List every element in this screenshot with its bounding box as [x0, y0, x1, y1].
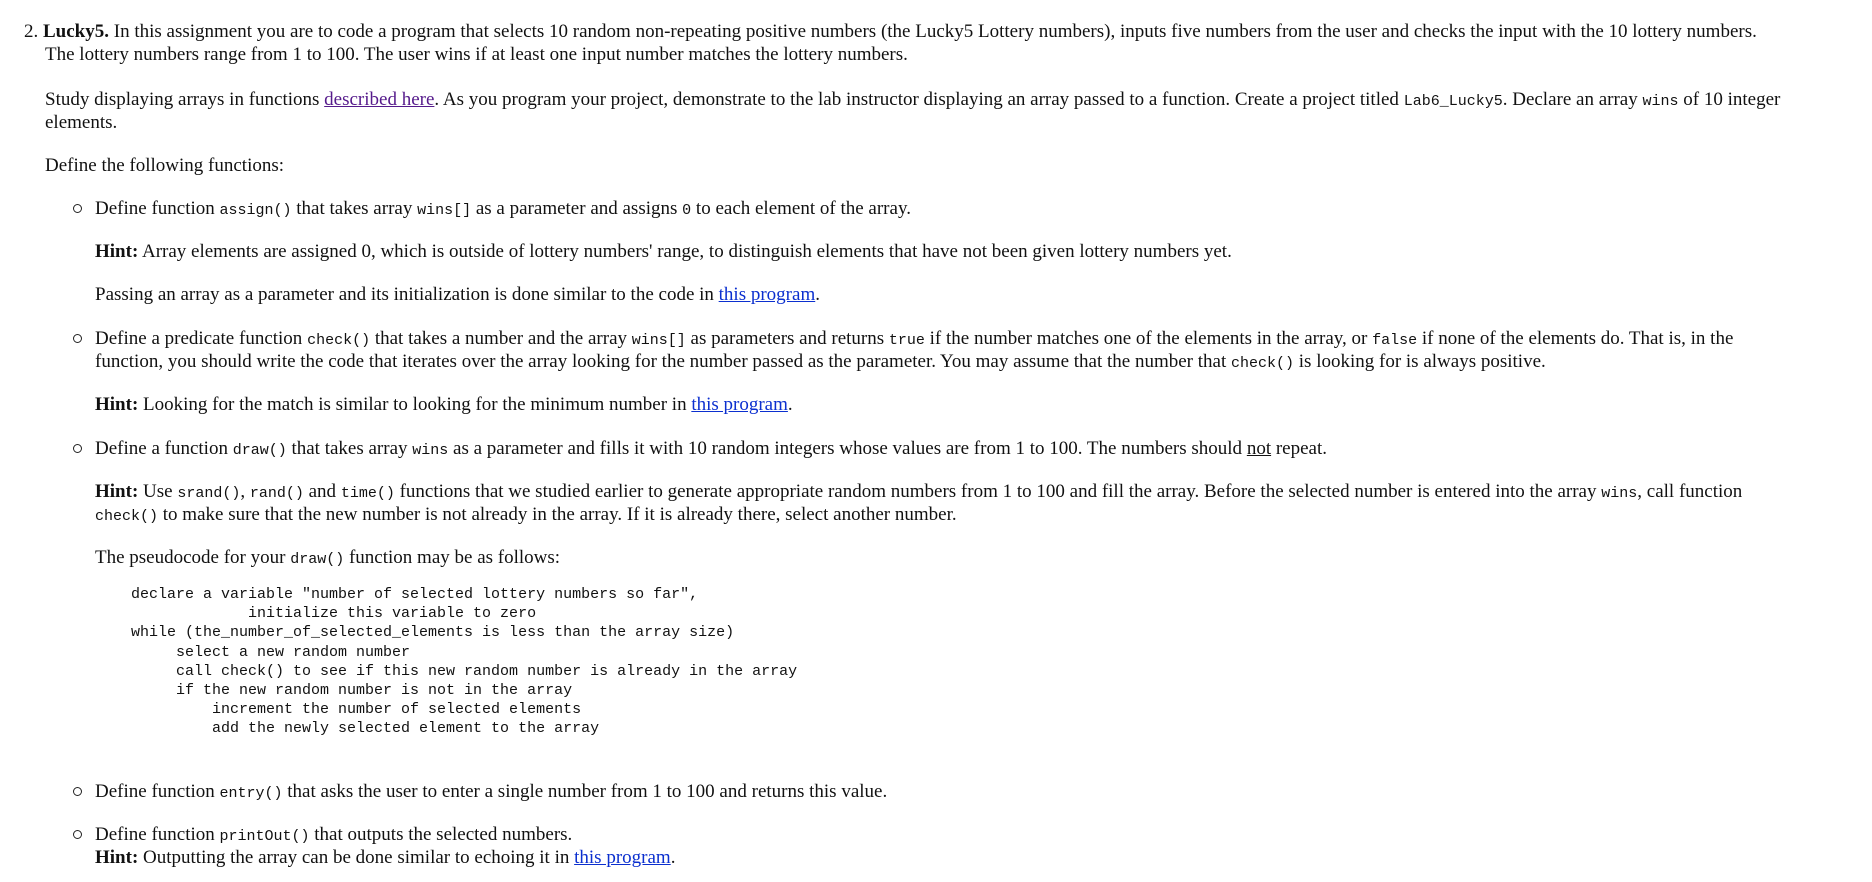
study-paragraph [45, 88, 1872, 113]
comma: , [240, 481, 250, 502]
study-text: Study displaying arrays in functions [45, 89, 325, 110]
pseudo-text-2: function may be as follows: [344, 547, 561, 568]
hint-label: Hint: [95, 241, 139, 262]
draw-hint [95, 480, 1742, 505]
assign-hint-text: Array elements are assigned 0, which is outside of lottery numbers' range, to distinguish elements that have not been given lottery numbers yet. [138, 241, 1232, 262]
described-here-link[interactable]: described here [324, 89, 435, 110]
time-fn: time() [340, 485, 395, 502]
bullet-icon [73, 204, 82, 213]
study-text-2: . As you program your project, demonstrate to the lab instructor displaying an array passed to a function. Create a project titled [434, 89, 1404, 110]
assign-text-4: to each element of the array. [691, 198, 911, 219]
draw-fn: draw() [232, 442, 287, 459]
item-number: 2. [24, 21, 39, 42]
entry-text-2: that asks the user to enter a single number from 1 to 100 and returns this value. [282, 781, 888, 802]
assign-pass [95, 283, 820, 306]
not-word: not [1246, 438, 1272, 459]
hint-label: Hint: [95, 481, 139, 502]
draw-item [95, 437, 1327, 462]
draw-text-4: repeat. [1271, 438, 1327, 459]
check-text-4: if the number matches one of the elements in the array, or [924, 328, 1373, 349]
check-hint [95, 393, 793, 416]
check-text-2: that takes a number and the array [370, 328, 632, 349]
check-item [95, 327, 1733, 352]
bullet-icon [73, 830, 82, 839]
period: . [787, 394, 793, 415]
item-title: Lucky5. [43, 21, 109, 42]
check-line2-text: function, you should write the code that iterates over the array looking for the number passed as the parameter. You may assume that the number that [95, 351, 1231, 372]
draw-text-2: that takes array [286, 438, 413, 459]
assign-pass-text: Passing an array as a parameter and its initialization is done similar to the code in [95, 284, 719, 305]
assign-item [95, 197, 911, 222]
printout-item [95, 823, 572, 848]
check-fn-3: check() [95, 508, 159, 525]
draw-text-3: as a parameter and fills it with 10 random integers whose values are from 1 to 100. The numbers should [448, 438, 1247, 459]
check-line2-text-2: is looking for is always positive. [1294, 351, 1546, 372]
study-text-3: . Declare an array [1502, 89, 1643, 110]
assign-hint [95, 240, 1232, 263]
rand-fn: rand() [249, 485, 304, 502]
printout-text: Define function [95, 824, 220, 845]
period: . [670, 847, 676, 868]
assign-text: Define function [95, 198, 220, 219]
pseudocode-block: declare a variable "number of selected lottery numbers so far", initialize this variable to zero while (the_number_of_selected_elements is less than the array size) select a new random number call check() to see if this new random number is already in the array if the new random number is not in the array increment the number of selected elements add the newly selected element to the array [131, 586, 798, 738]
check-text-5: if none of the elements do. That is, in the [1417, 328, 1734, 349]
printout-hint-text: Outputting the array can be done similar to echoing it in [138, 847, 575, 868]
false-keyword: false [1372, 332, 1418, 349]
check-fn: check() [307, 332, 371, 349]
item-intro [24, 20, 1864, 43]
check-arr: wins[] [631, 332, 686, 349]
and-text: and [303, 481, 341, 502]
hint-label: Hint: [95, 394, 139, 415]
assign-text-3: as a parameter and assigns [471, 198, 683, 219]
draw-hint-text-2: functions that we studied earlier to generate appropriate random numbers from 1 to 100 and fill the array. Before the selected number is entered into the array [394, 481, 1602, 502]
check-hint-text: Looking for the match is similar to looking for the minimum number in [138, 394, 692, 415]
check-fn-2: check() [1231, 355, 1295, 372]
this-program-link-1[interactable]: this program [718, 284, 816, 305]
intro-line-1: In this assignment you are to code a program that selects 10 random non-repeating positive numbers (the Lucky5 Lottery numbers), inputs five numbers from the user and checks the input with the 10 lottery numbers. [113, 21, 1757, 42]
printout-text-2: that outputs the selected numbers. [309, 824, 573, 845]
intro-line-2: The lottery numbers range from 1 to 100. The user wins if at least one input number matches the lottery numbers. [45, 44, 908, 65]
bullet-icon [73, 444, 82, 453]
check-text-3: as parameters and returns [685, 328, 889, 349]
project-name: Lab6_Lucky5 [1403, 93, 1503, 110]
draw-hint-text-4: to make sure that the new number is not already in the array. If it is already there, select another number. [158, 504, 957, 525]
pseudocode-intro [95, 546, 560, 571]
printout-hint [95, 846, 675, 869]
this-program-link-3[interactable]: this program [574, 847, 671, 868]
study-text-5: elements. [45, 112, 118, 133]
draw-hint-line-2 [95, 503, 957, 528]
array-name: wins [1642, 93, 1679, 110]
true-keyword: true [888, 332, 925, 349]
assign-fn: assign() [219, 202, 292, 219]
bullet-icon [73, 787, 82, 796]
srand-fn: srand() [177, 485, 241, 502]
pseudo-text: The pseudocode for your [95, 547, 291, 568]
printout-fn: printOut() [219, 828, 310, 845]
hint-label: Hint: [95, 847, 139, 868]
draw-hint-text-3: , call function [1637, 481, 1743, 502]
period: . [815, 284, 820, 305]
check-line-2 [95, 350, 1546, 375]
this-program-link-2[interactable]: this program [691, 394, 788, 415]
entry-text: Define function [95, 781, 220, 802]
bullet-icon [73, 334, 82, 343]
entry-fn: entry() [219, 785, 283, 802]
define-heading: Define the following functions: [45, 155, 285, 176]
draw-arr: wins [412, 442, 449, 459]
assign-arr: wins[] [417, 202, 472, 219]
draw-hint-text: Use [138, 481, 178, 502]
check-text: Define a predicate function [95, 328, 308, 349]
assign-text-2: that takes array [291, 198, 418, 219]
wins-name: wins [1601, 485, 1638, 502]
assign-zero: 0 [682, 202, 692, 219]
draw-fn-2: draw() [290, 551, 345, 568]
entry-item [95, 780, 887, 805]
draw-text: Define a function [95, 438, 233, 459]
study-text-4: of 10 integer [1678, 89, 1781, 110]
